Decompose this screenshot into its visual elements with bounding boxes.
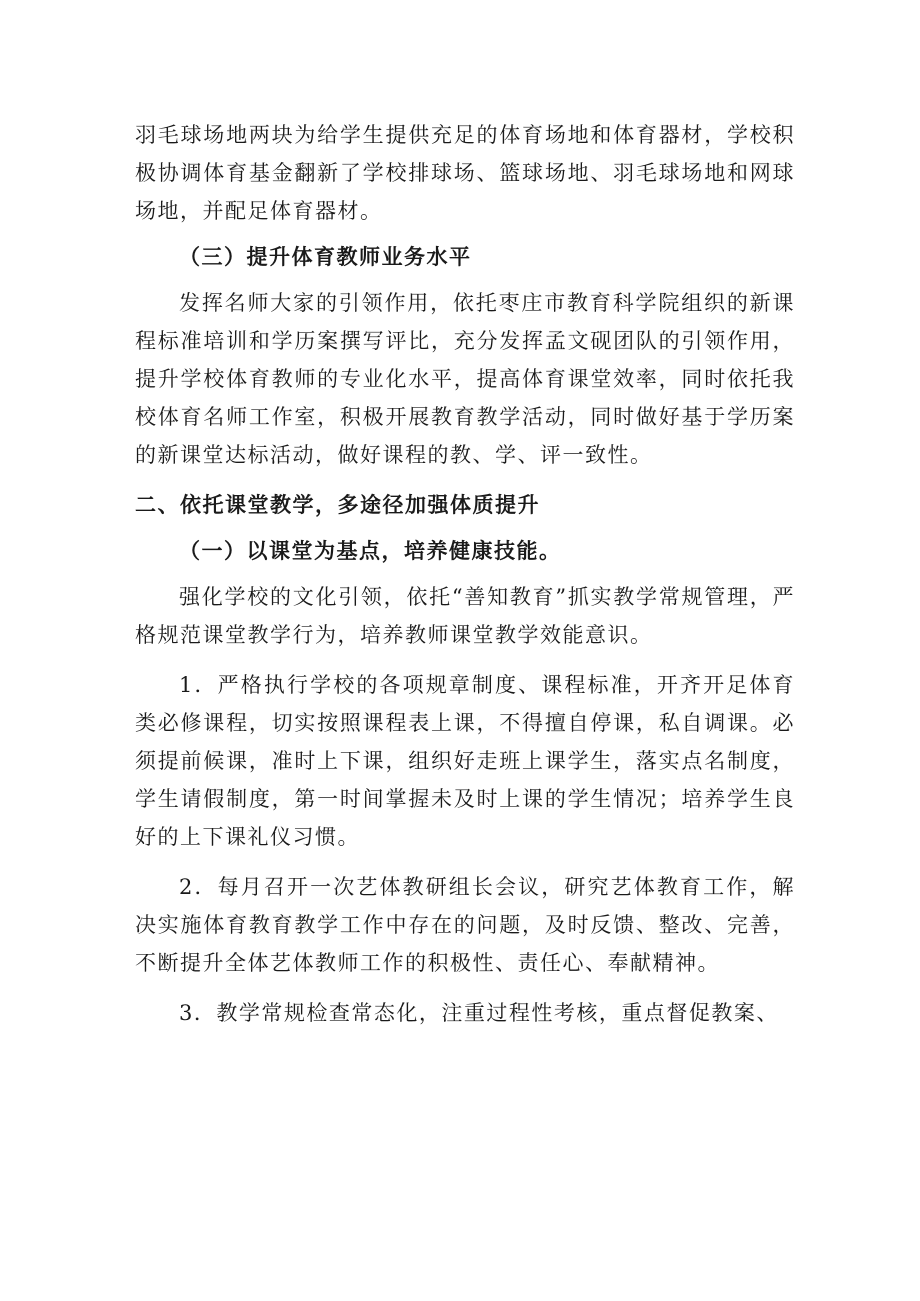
heading-classroom-teaching: 二、依托课堂教学，多途径加强体质提升 (135, 493, 540, 517)
heading-improve-teacher-skills: （三）提升体育教师业务水平 (179, 245, 472, 269)
paragraph-item-3: 3．教学常规检查常态化，注重过程性考核，重点督促教案、 (179, 1001, 779, 1025)
paragraph-item-1: 1．严格执行学校的各项规章制度、课程标准，开齐开足体育类必修课程，切实按照课程表上课，不得擅自停课，私自调课。必须提前候课，准时上下课，组织好走班上课学生，落实点名制度，学生请假制度，第一时间掌握未及时上课的学生情况；培养学生良好的上下课礼仪习惯。 (135, 673, 795, 849)
paragraph-famous-teacher-leadership: 发挥名师大家的引领作用，依托枣庄市教育科学院组织的新课程标准培训和学历案撰写评比，充分发挥孟文砚团队的引领作用，提升学校体育教师的专业化水平，提高体育课堂效率，同时依托我校体育名师工作室，积极开展教育教学活动，同时做好基于学历案的新课堂达标活动，做好课程的教、学、评一致性。 (135, 291, 795, 467)
paragraph-item-2: 2．每月召开一次艺体教研组长会议，研究艺体教育工作，解决实施体育教育教学工作中存在的问题，及时反馈、整改、完善，不断提升全体艺体教师工作的积极性、责任心、奉献精神。 (135, 875, 795, 975)
document-body (135, 116, 795, 1032)
paragraph-sports-facilities: 羽毛球场地两块为给学生提供充足的体育场地和体育器材，学校积极协调体育基金翻新了学校排球场、篮球场地、羽毛球场地和网球场地，并配足体育器材。 (135, 123, 795, 223)
heading-health-skills: （一）以课堂为基点，培养健康技能。 (179, 539, 562, 563)
paragraph-culture-guidance: 强化学校的文化引领，依托“善知教育”抓实教学常规管理，严格规范课堂教学行为，培养教师课堂教学效能意识。 (135, 585, 795, 647)
